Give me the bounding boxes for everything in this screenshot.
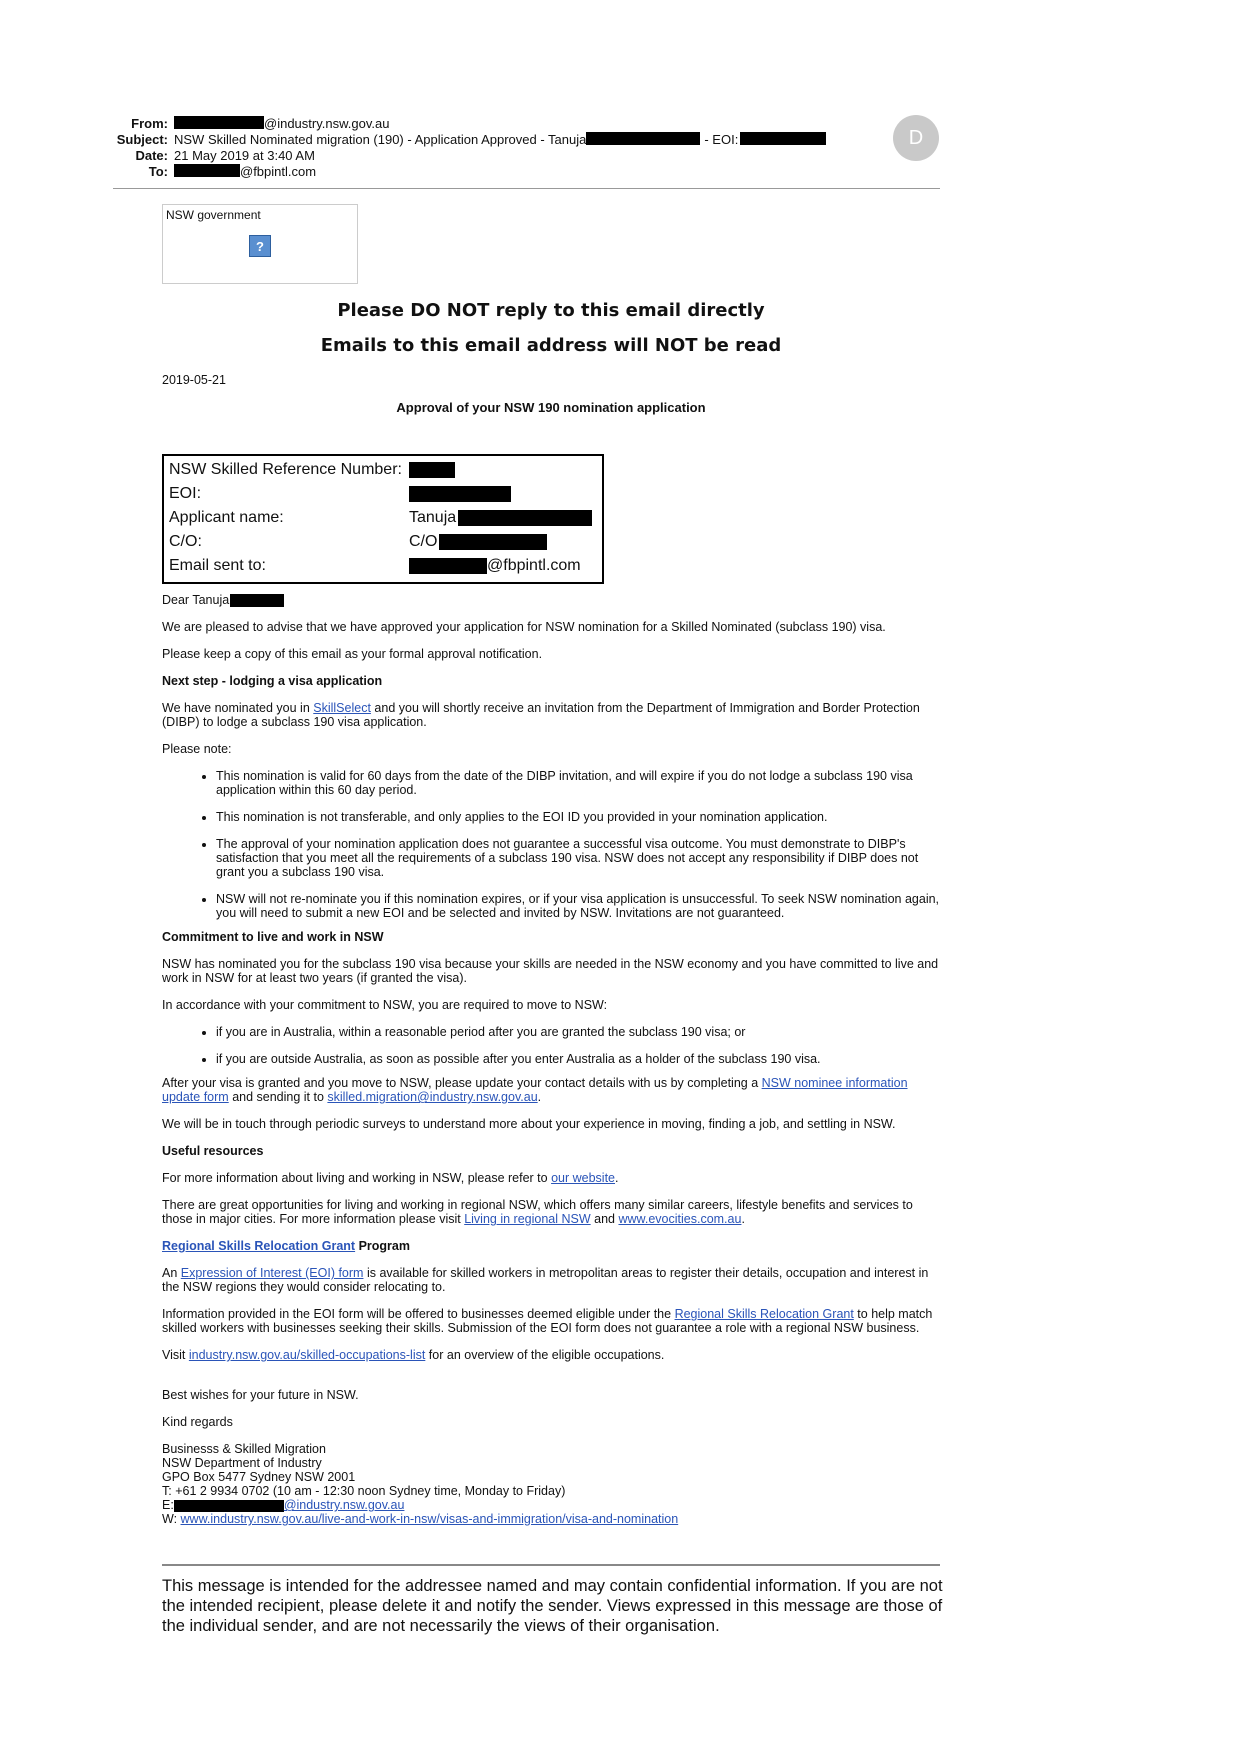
- to-value[interactable]: @fbpintl.com: [240, 164, 317, 179]
- date-label: Date:: [135, 148, 168, 163]
- letter-date: 2019-05-21: [162, 373, 226, 387]
- co-label: C/O:: [169, 533, 202, 550]
- paragraph: NSW has nominated you for the subclass 190 visa because your skills are needed in the NSW economy and you have committed to live and work in NSW for at least two years (if granted the visa).: [162, 957, 939, 986]
- from-row: [100, 116, 940, 132]
- approval-title: Approval of your NSW 190 nomination application: [396, 400, 706, 415]
- skilled-migration-email-link[interactable]: skilled.migration@industry.nsw.gov.au: [327, 1090, 538, 1105]
- redacted-block: [740, 132, 826, 145]
- redacted-block: [230, 594, 284, 607]
- signature-email-link[interactable]: @industry.nsw.gov.au: [283, 1498, 405, 1513]
- paragraph: After your visa is granted and you move to NSW, please update your contact details with us by completing a NSW nominee information update form and sending it to skilled.migration@industry.nsw.gov.au.: [162, 1076, 908, 1105]
- signature-line: NSW Department of Industry: [162, 1456, 322, 1471]
- eoi-value: [409, 482, 511, 506]
- redacted-block: [174, 116, 264, 129]
- date-row: [100, 148, 940, 164]
- our-website-link[interactable]: our website: [551, 1171, 616, 1186]
- list-item: • NSW will not re-nominate you if this nomination expires, or if your visa application is unsuccessful. To seek NSW nomination again, you will need to submit a new EOI and be selected and invited by NSW. Invitations are not guaranteed.: [216, 892, 940, 920]
- redacted-block: [409, 558, 487, 574]
- co-value: [409, 530, 547, 554]
- email-header: [100, 116, 940, 180]
- redacted-block: [586, 132, 700, 145]
- banner-not-read: Emails to this email address will NOT be read: [320, 335, 782, 356]
- redacted-block: [174, 1500, 284, 1512]
- list-item: • This nomination is not transferable, and only applies to the EOI ID you provided in your nomination application.: [216, 810, 940, 824]
- applicant-value: [409, 506, 592, 530]
- list-item: • This nomination is valid for 60 days from the date of the DIBP invitation, and will expire if you do not lodge a subclass 190 visa application within this 60 day period.: [216, 769, 940, 797]
- eoi-form-link[interactable]: Expression of Interest (EOI) form: [180, 1266, 364, 1281]
- signature-line: Businesss & Skilled Migration: [162, 1442, 326, 1457]
- signature-block: [162, 1442, 940, 1526]
- signature-email: E: @industry.nsw.gov.au: [162, 1498, 405, 1513]
- signature-web-link[interactable]: www.industry.nsw.gov.au/live-and-work-in-nsw/visas-and-immigration/visa-and-nomination: [180, 1512, 679, 1527]
- section-heading-next-step: Next step - lodging a visa application: [162, 674, 383, 689]
- subject-eoi: - EOI:: [704, 132, 739, 147]
- subject-label: Subject:: [116, 132, 168, 147]
- redacted-block: [174, 164, 240, 177]
- move-list: [162, 1025, 940, 1066]
- best-wishes: Best wishes for your future in NSW.: [162, 1388, 359, 1403]
- confidentiality-notice: This message is intended for the addressee named and may contain confidential information. If you are not the intended recipient, please delete it and notify the sender. Views expressed in this message are those of the individual sender, and are not necessarily the views of their organisation.: [162, 1577, 943, 1635]
- footer-divider: [162, 1564, 940, 1566]
- email-sent-domain: @fbpintl.com: [487, 557, 581, 574]
- from-label: From:: [131, 116, 168, 131]
- from-value[interactable]: @industry.nsw.gov.au: [264, 116, 390, 131]
- list-item: • if you are outside Australia, as soon as possible after you enter Australia as a holder of the subclass 190 visa.: [216, 1052, 940, 1066]
- applicant-first-name: Tanuja: [409, 509, 457, 526]
- to-row: [100, 164, 940, 180]
- occupations-list-link[interactable]: industry.nsw.gov.au/skilled-occupations-list: [188, 1348, 426, 1363]
- ref-number-label: NSW Skilled Reference Number:: [169, 461, 402, 478]
- redacted-block: [458, 510, 592, 526]
- kind-regards: Kind regards: [162, 1415, 233, 1430]
- signature-web: W: www.industry.nsw.gov.au/live-and-work-in-nsw/visas-and-immigration/visa-and-nomination: [162, 1512, 679, 1527]
- email-sent-value: [409, 554, 581, 578]
- letter-body: [162, 593, 940, 1526]
- applicant-label: Applicant name:: [169, 509, 284, 526]
- signature-phone: T: +61 2 9934 0702 (10 am - 12:30 noon Sydney time, Monday to Friday): [162, 1484, 566, 1499]
- greeting: Dear Tanuja: [162, 593, 940, 607]
- ref-number-value: [409, 458, 455, 482]
- eoi-label: EOI:: [169, 485, 202, 502]
- section-heading-useful: Useful resources: [162, 1144, 264, 1159]
- paragraph: Visit industry.nsw.gov.au/skilled-occupations-list for an overview of the eligible occupations.: [162, 1348, 665, 1363]
- redacted-block: [409, 486, 511, 502]
- regional-nsw-link[interactable]: Living in regional NSW: [464, 1212, 591, 1227]
- paragraph: For more information about living and working in NSW, please refer to our website.: [162, 1171, 619, 1186]
- list-item: • if you are in Australia, within a reasonable period after you are granted the subclass 190 visa; or: [216, 1025, 940, 1039]
- subject-value: NSW Skilled Nominated migration (190) - Application Approved - Tanuja: [174, 132, 587, 147]
- list-item: • The approval of your nomination application does not guarantee a successful visa outcome. You must demonstrate to DIBP's satisfaction that you meet all the requirements of a subclass 190 visa. NSW does not accept any responsibility if DIBP does not grant you a subclass 190 visa.: [216, 837, 940, 879]
- email-sent-label: Email sent to:: [169, 557, 266, 574]
- grant-link[interactable]: Regional Skills Relocation Grant: [674, 1307, 854, 1322]
- grant-heading-link[interactable]: Regional Skills Relocation Grant: [162, 1239, 356, 1254]
- sender-avatar[interactable]: D: [893, 115, 939, 161]
- section-heading-commitment: Commitment to live and work in NSW: [162, 930, 384, 945]
- evocities-link[interactable]: www.evocities.com.au: [618, 1212, 742, 1227]
- please-note: Please note:: [162, 742, 232, 757]
- section-heading-grant: Regional Skills Relocation Grant Program: [162, 1239, 410, 1254]
- skillselect-link[interactable]: SkillSelect: [313, 701, 371, 716]
- paragraph: Information provided in the EOI form will be offered to businesses deemed eligible under the Regional Skills Relocation Grant to help match skilled workers with businesses seeking their skills. Submission of the EOI form does not guarantee a role with a regional NSW business.: [162, 1307, 933, 1336]
- header-divider: [113, 188, 940, 189]
- subject-row: [100, 132, 940, 148]
- paragraph: In accordance with your commitment to NSW, you are required to move to NSW:: [162, 998, 608, 1013]
- notes-list: [162, 769, 940, 920]
- logo-alt-text: NSW government: [166, 208, 261, 222]
- signature-line: GPO Box 5477 Sydney NSW 2001: [162, 1470, 356, 1485]
- paragraph: We have nominated you in SkillSelect and you will shortly receive an invitation from the Department of Immigration and Border Protection (DIBP) to lodge a subclass 190 visa application.: [162, 701, 920, 730]
- paragraph: We will be in touch through periodic surveys to understand more about your experience in moving, finding a job, and settling in NSW.: [162, 1117, 896, 1132]
- co-text: C/O: [409, 533, 438, 550]
- banner-no-reply: Please DO NOT reply to this email directly: [337, 300, 765, 321]
- nsw-government-logo: [162, 204, 358, 284]
- paragraph: We are pleased to advise that we have approved your application for NSW nomination for a Skilled Nominated (subclass 190) visa.: [162, 620, 886, 635]
- paragraph: There are great opportunities for living and working in regional NSW, which offers many similar careers, lifestyle benefits and services to those in major cities. For more information please visit Living in regional NSW and www.evocities.com.au.: [162, 1198, 913, 1227]
- paragraph: Please keep a copy of this email as your formal approval notification.: [162, 647, 543, 662]
- paragraph: An Expression of Interest (EOI) form is available for skilled workers in metropolitan areas to register their details, occupation and interest in the NSW regions they would consider relocating to.: [162, 1266, 929, 1295]
- nominee-form-link[interactable]: NSW nominee information update form: [162, 1076, 908, 1105]
- reference-table: [162, 454, 604, 584]
- to-label: To:: [148, 164, 168, 179]
- date-value: 21 May 2019 at 3:40 AM: [174, 148, 315, 163]
- broken-image-icon: ?: [249, 235, 271, 257]
- redacted-block: [409, 462, 455, 478]
- redacted-block: [439, 534, 547, 550]
